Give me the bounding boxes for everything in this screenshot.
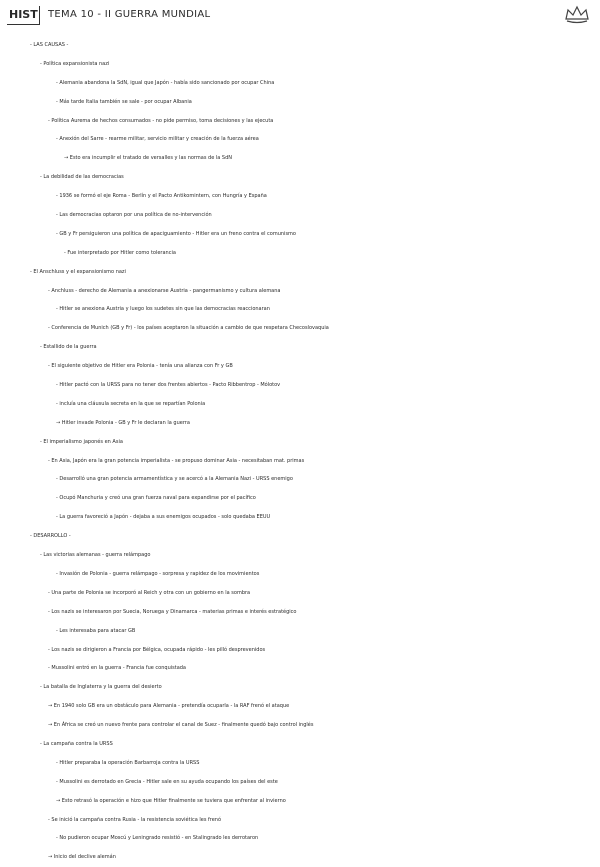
note-line: - Estallido de la guerra — [40, 344, 97, 351]
note-line: → En África se creó un nuevo frente para controlar el canal de Suez - finalmente quedó bajo control inglés — [48, 722, 314, 729]
note-line: → En 1940 solo GB era un obstáculo para Alemania - pretendía ocuparla - la RAF frenó el ataque — [48, 703, 290, 710]
note-line: - incluía una cláusula secreta en la que se repartían Polonia — [56, 400, 206, 407]
note-line: - Los nazis se dirigieron a Francia por Bélgica, ocupada rápido - les pilló desprevenidos — [48, 646, 266, 653]
note-line: - Desarrolló una gran potencia armamentística y se acercó a la Alemania Nazi - URSS enemigo — [56, 476, 293, 483]
note-line: - GB y Fr persiguieron una política de apaciguamiento - Hitler era un freno contra el comunismo — [56, 230, 296, 237]
note-line: - Política Aurema de hechos consumados - no pide permiso, toma decisiones y las ejecuta — [48, 117, 274, 124]
note-line: - Se inició la campaña contra Rusia - la resistencia soviética les frenó — [48, 816, 222, 823]
note-line: - Una parte de Polonia se incorporó al Reich y otra con un gobierno en la sombra — [48, 589, 251, 596]
note-line: - Las democracias optaron por una política de no-intervención — [56, 212, 212, 219]
note-line: - Hitler preparaba la operación Barbarroja contra la URSS — [56, 759, 200, 766]
crown-icon — [564, 4, 590, 24]
note-line: - Las victorias alemanas - guerra relámpago — [40, 552, 151, 559]
note-line: - Anchluss - derecho de Alemania a anexionarse Austria - pangermanismo y cultura alemana — [48, 287, 281, 294]
note-line: - El imperialismo japonés en Asia — [40, 438, 123, 445]
note-line: → Hitler invade Polonia - GB y Fr le declaran la guerra — [56, 419, 190, 426]
subject-tag: HIST — [7, 6, 40, 25]
note-line: - La batalla de Inglaterra y la guerra del desierto — [40, 684, 162, 691]
note-line: - La guerra favoreció a Japón - dejaba a sus enemigos ocupados - solo quedaba EEUU — [56, 514, 271, 521]
note-line: - El Anschluss y el expansionismo nazi — [30, 268, 126, 275]
note-line: - Mussolini es derrotado en Grecia - Hitler sale en su ayuda ocupando los países del este — [56, 778, 278, 785]
note-line: - No pudieron ocupar Moscú y Leningrado resistió - en Stalingrado les derrotaron — [56, 835, 259, 842]
note-line: - Invasión de Polonia - guerra relámpago - sorpresa y rapidez de los movimientos — [56, 570, 260, 577]
note-line: - Les interesaba para atacar GB — [56, 627, 136, 634]
note-line: - Mussolini entró en la guerra - Francia fue conquistada — [48, 665, 187, 672]
note-line: - Hitler se anexiona Austria y luego los sudetes sin que las democracias reaccionaran — [56, 306, 270, 313]
note-line: - Alemania abandona la SdN, igual que Japón - había sido sancionado por ocupar China — [56, 79, 275, 86]
note-line: - Anexión del Sarre - rearme militar, servicio militar y creación de la fuerza aérea — [56, 136, 259, 143]
note-line: - 1936 se formó el eje Roma - Berlín y el Pacto Antikomintern, con Hungría y España — [56, 193, 267, 200]
note-line: - Política expansionista nazi — [40, 60, 110, 67]
note-line: → Esto retrasó la operación e hizo que Hitler finalmente se tuviera que enfrentar al invierno — [56, 797, 286, 804]
note-line: → Esto era incumplir el tratado de versalles y las normas de la SdN — [64, 155, 233, 162]
note-line: - DESARROLLO - — [30, 533, 71, 540]
note-line: - LAS CAUSAS - — [30, 42, 69, 48]
note-line: - Ocupó Manchuria y creó una gran fuerza naval para expandirse por el pacífico — [56, 495, 256, 502]
note-line: - En Asia, Japón era la gran potencia imperialista - se propuso dominar Asia - necesitaban mat. primas — [48, 457, 305, 464]
note-line: - Fue interpretado por Hitler como tolerancia — [64, 249, 176, 256]
note-line: - El siguiente objetivo de Hitler era Polonia - tenía una alianza con Fr y GB — [48, 363, 233, 370]
note-line: - La debilidad de las democracias — [40, 174, 124, 181]
notes-body — [0, 36, 600, 867]
note-line: - Los nazis se interesaron por Suecia, Noruega y Dinamarca - materias primas e interés estratégico — [48, 608, 297, 615]
note-line: - La campaña contra la URSS — [40, 740, 113, 747]
note-line: - Hitler pactó con la URSS para no tener dos frentes abiertos - Pacto Ribbentrop - Mólotov — [56, 382, 281, 389]
note-line: - Conferencia de Munich (GB y Fr) - los países aceptaron la situación a cambio de que respetara Checoslovaquia — [48, 325, 329, 332]
note-line: - Más tarde Italia también se sale - por ocupar Albania — [56, 98, 192, 105]
page-title: TEMA 10 - II GUERRA MUNDIAL — [48, 9, 211, 20]
note-line: → Inicio del declive alemán — [48, 854, 116, 861]
